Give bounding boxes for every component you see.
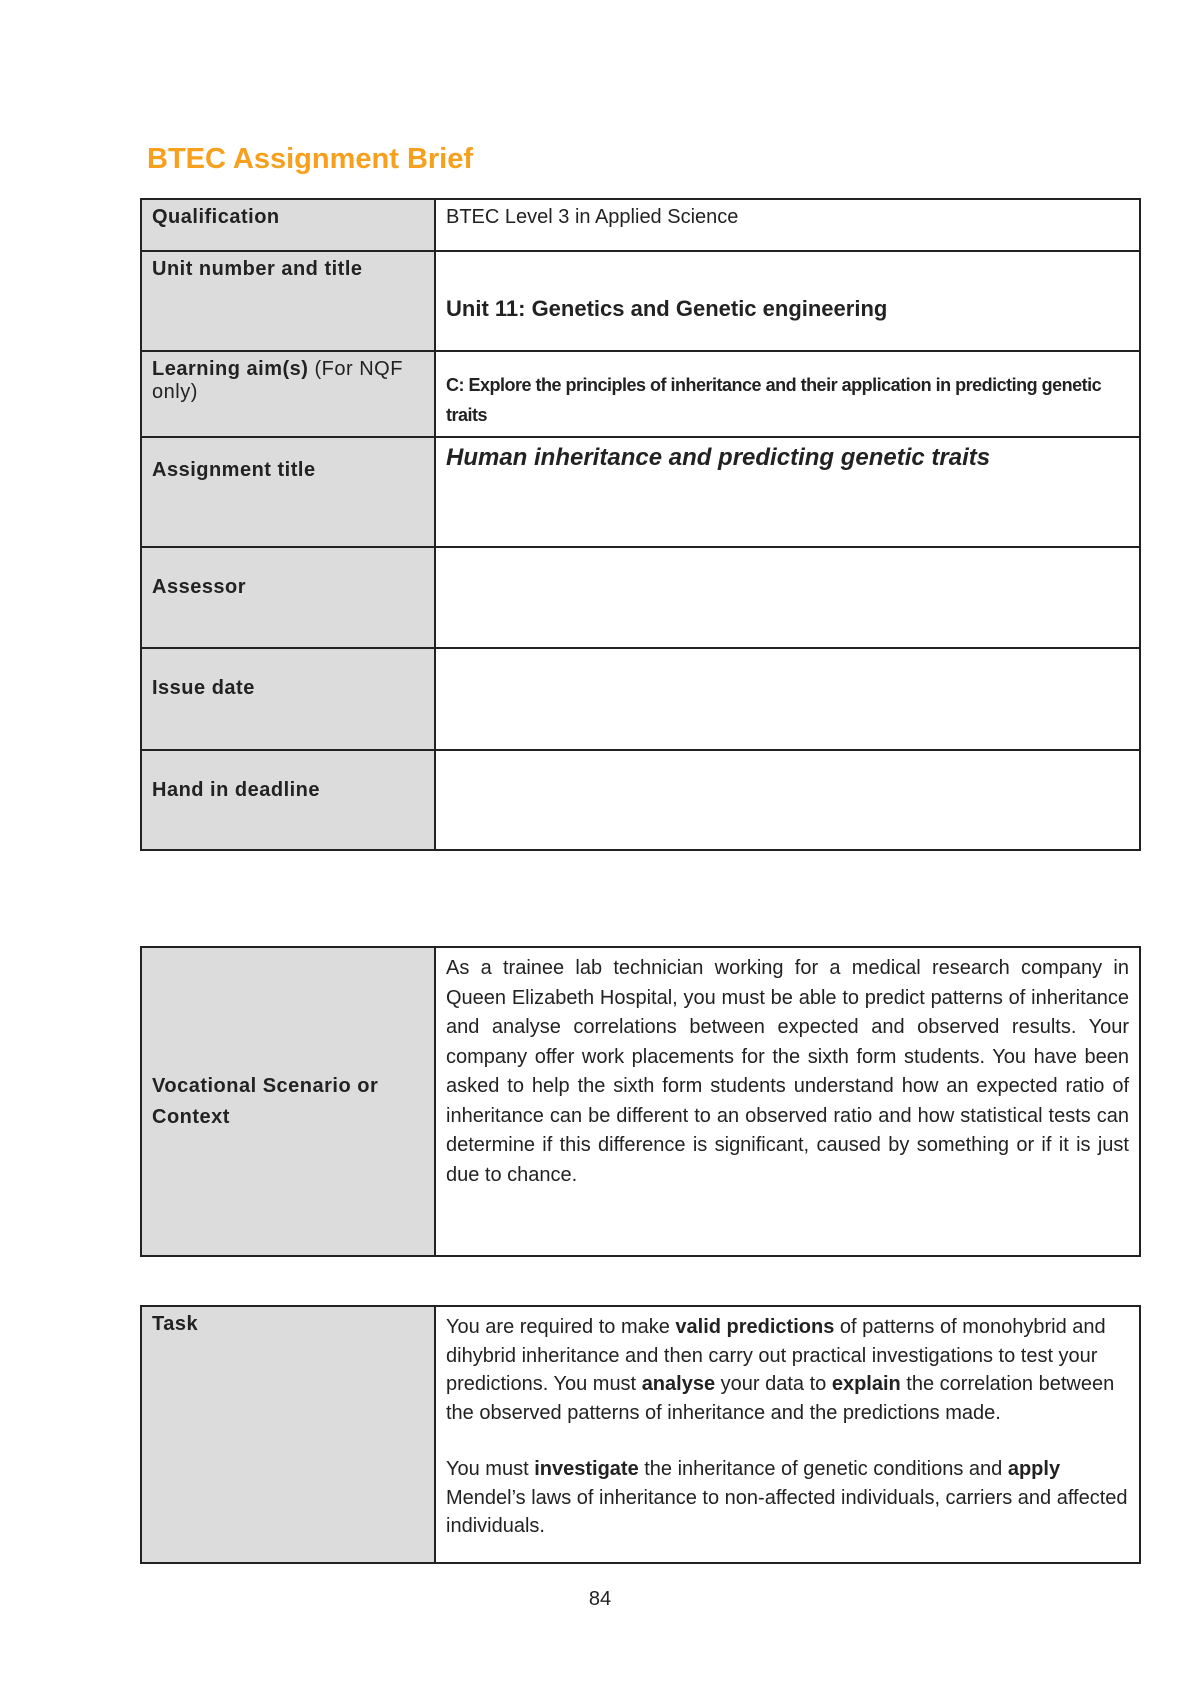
qualification-label: Qualification — [141, 199, 435, 251]
issue-date-label: Issue date — [141, 648, 435, 750]
task-paragraph-1: You are required to make valid predictions of patterns of monohybrid and dihybrid inheritance and then carry out practical investigations to test your predictions. You must analyse your data to explain the correlation between the observed patterns of inheritance and the predictions made. — [446, 1316, 1115, 1424]
assessor-label: Assessor — [141, 547, 435, 648]
scenario-table — [140, 946, 1141, 1257]
scenario-label: Vocational Scenario or Context — [141, 947, 435, 1256]
scenario-text: As a trainee lab technician working for a medical research company in Queen Elizabeth Hospital, you must be able to predict patterns of inheritance and analyse correlations between expected and observed results. Your company offer work placements for the sixth form students. You have been asked to help the sixth form students understand how an expected ratio of inheritance can be different to an observed ratio and how statistical tests can determine if this difference is significant, caused by something or if it is just due to chance. — [446, 957, 1129, 1186]
assignment-title-value: Human inheritance and predicting genetic traits — [446, 444, 991, 471]
unit-value: Unit 11: Genetics and Genetic engineering — [446, 296, 888, 321]
assignment-title-label: Assignment title — [141, 437, 435, 547]
page-number: 84 — [588, 1588, 612, 1610]
task-label: Task — [141, 1306, 435, 1563]
task-paragraph-2: You must investigate the inheritance of genetic conditions and apply Mendel’s laws of inheritance to non-affected individuals, carriers and affected individuals. — [446, 1458, 1128, 1537]
deadline-label: Hand in deadline — [141, 750, 435, 850]
aim-value: C: Explore the principles of inheritance and their application in predicting genetic traits — [446, 375, 1102, 425]
issue-date-value — [435, 648, 1140, 750]
task-table — [140, 1305, 1141, 1564]
qualification-value: BTEC Level 3 in Applied Science — [435, 199, 1140, 251]
assignment-brief-table — [140, 198, 1141, 851]
assessor-value — [435, 547, 1140, 648]
aim-label: Learning aim(s) (For NQF only) — [141, 351, 435, 437]
deadline-value — [435, 750, 1140, 850]
unit-label: Unit number and title — [141, 251, 435, 351]
page-heading: BTEC Assignment Brief — [147, 143, 474, 175]
